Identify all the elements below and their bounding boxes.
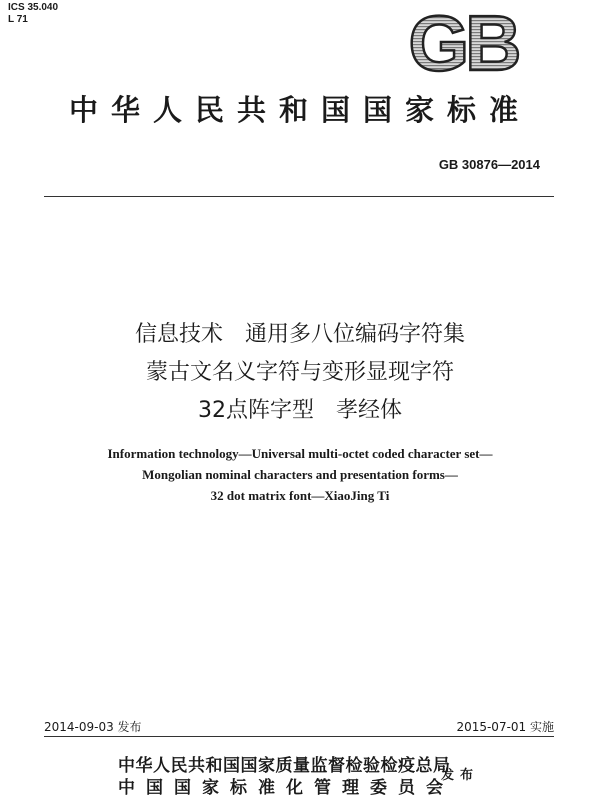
issuer-line-2: 中国国家标准化管理委员会: [118, 778, 454, 798]
english-title-line-1: Information technology—Universal multi-octet coded character set—: [107, 446, 493, 461]
chinese-title-line-2: 蒙古文名义字符与变形显现字符: [145, 360, 454, 385]
publish-label: 发布: [441, 768, 480, 783]
standard-category-title: 中华人民共和国国家标准: [68, 93, 531, 127]
standard-number: GB 30876—2014: [438, 157, 540, 172]
english-title-line-3: 32 dot matrix font—XiaoJing Ti: [210, 488, 390, 503]
top-divider: [44, 196, 554, 197]
implementation-date: 2015-07-01 实施: [456, 720, 554, 734]
chinese-title-line-1: 信息技术 通用多八位编码字符集: [134, 322, 465, 347]
issue-date: 2014-09-03 发布: [44, 720, 142, 734]
ics-code: ICS 35.040: [8, 2, 59, 13]
bottom-divider: [44, 736, 554, 737]
english-title-line-2: Mongolian nominal characters and presentation forms—: [142, 467, 458, 482]
chinese-title-line-3: 32点阵字型 孝经体: [198, 398, 402, 423]
gb-standard-logo-icon: [398, 8, 528, 82]
ccs-code: L 71: [8, 14, 28, 25]
issuer-line-1: 中华人民共和国国家质量监督检验检疫总局: [118, 756, 451, 776]
classification-codes: [8, 2, 58, 26]
gb-logo-text: GB: [408, 8, 518, 82]
